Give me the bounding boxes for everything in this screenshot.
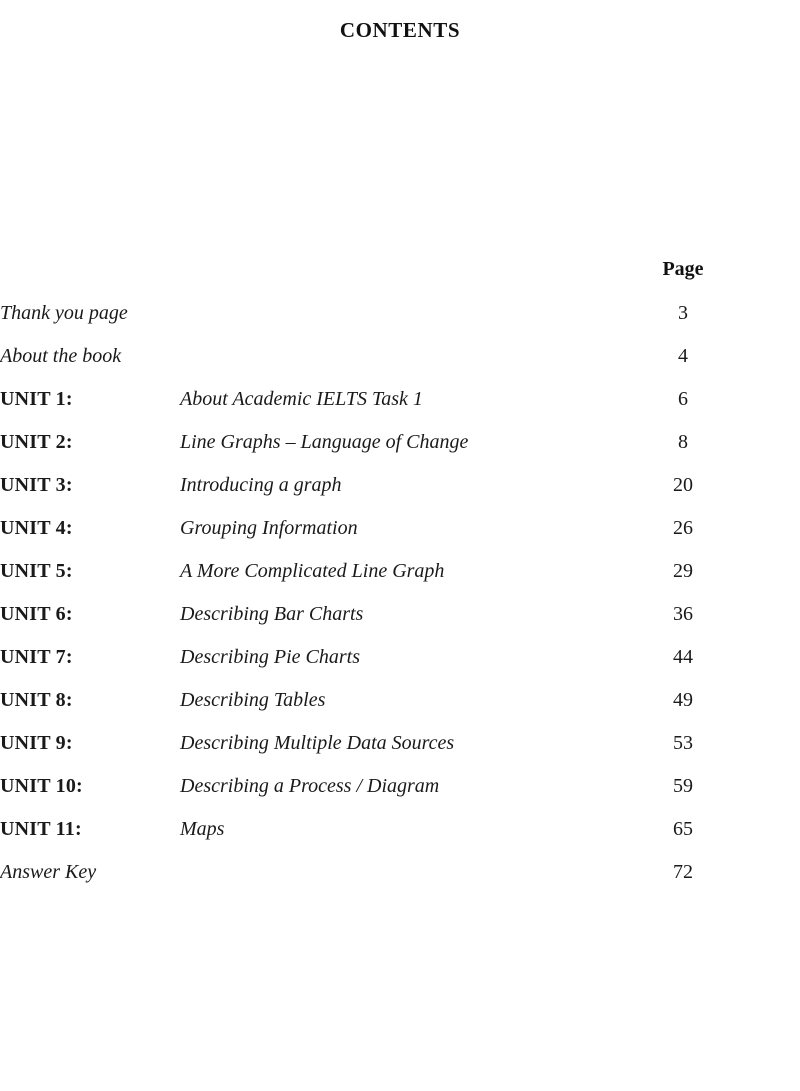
page-column-header: Page xyxy=(662,258,704,280)
row-right-spacer xyxy=(734,603,800,646)
entry-title: Describing Multiple Data Sources xyxy=(180,732,455,754)
header-title-spacer xyxy=(180,258,632,302)
entry-page-number: 6 xyxy=(678,388,688,410)
row-right-spacer xyxy=(734,646,800,689)
table-of-contents xyxy=(0,258,800,904)
header-right-spacer xyxy=(734,258,800,302)
entry-page-number: 29 xyxy=(673,560,693,582)
table-row[interactable] xyxy=(0,474,800,517)
row-right-spacer xyxy=(734,345,800,388)
entry-label: UNIT 10: xyxy=(0,775,83,797)
entry-label: UNIT 4: xyxy=(0,517,73,539)
entry-title: Describing Tables xyxy=(180,689,326,711)
entry-title: About Academic IELTS Task 1 xyxy=(180,388,423,410)
table-row[interactable] xyxy=(0,388,800,431)
table-row[interactable] xyxy=(0,345,800,388)
header-label-spacer xyxy=(0,258,180,302)
entry-label: Answer Key xyxy=(0,861,97,883)
row-right-spacer xyxy=(734,388,800,431)
entry-page-number: 4 xyxy=(678,345,688,367)
entry-label: UNIT 11: xyxy=(0,818,82,840)
table-row[interactable] xyxy=(0,689,800,732)
entry-page-number: 3 xyxy=(678,302,688,324)
table-row[interactable] xyxy=(0,861,800,904)
table-row[interactable] xyxy=(0,603,800,646)
entry-page-number: 65 xyxy=(673,818,693,840)
contents-table xyxy=(0,258,800,904)
row-right-spacer xyxy=(734,818,800,861)
entry-title xyxy=(180,302,632,345)
contents-body xyxy=(0,302,800,904)
table-row[interactable] xyxy=(0,431,800,474)
entry-title xyxy=(180,345,632,388)
entry-page-number: 26 xyxy=(673,517,693,539)
entry-page-number: 20 xyxy=(673,474,693,496)
table-row[interactable] xyxy=(0,560,800,603)
entry-label: UNIT 3: xyxy=(0,474,73,496)
entry-label: Thank you page xyxy=(0,302,128,324)
entry-title: Describing Bar Charts xyxy=(180,603,364,625)
entry-page-number: 59 xyxy=(673,775,693,797)
contents-header-row xyxy=(0,258,800,302)
row-right-spacer xyxy=(734,775,800,818)
entry-label: UNIT 6: xyxy=(0,603,73,625)
row-right-spacer xyxy=(734,560,800,603)
entry-page-number: 36 xyxy=(673,603,693,625)
entry-label: UNIT 1: xyxy=(0,388,73,410)
entry-label: About the book xyxy=(0,345,122,367)
entry-title: Describing Pie Charts xyxy=(180,646,360,668)
entry-title: Line Graphs – Language of Change xyxy=(180,431,469,453)
entry-title: Introducing a graph xyxy=(180,474,342,496)
row-right-spacer xyxy=(734,302,800,345)
table-row[interactable] xyxy=(0,775,800,818)
entry-title: Grouping Information xyxy=(180,517,358,539)
entry-title: Maps xyxy=(180,818,225,840)
entry-page-number: 44 xyxy=(673,646,693,668)
table-row[interactable] xyxy=(0,732,800,775)
entry-label: UNIT 7: xyxy=(0,646,73,668)
table-row[interactable] xyxy=(0,646,800,689)
entry-title xyxy=(180,861,632,904)
entry-label: UNIT 9: xyxy=(0,732,73,754)
table-row[interactable] xyxy=(0,517,800,560)
row-right-spacer xyxy=(734,861,800,904)
entry-page-number: 49 xyxy=(673,689,693,711)
row-right-spacer xyxy=(734,689,800,732)
table-row[interactable] xyxy=(0,818,800,861)
row-right-spacer xyxy=(734,431,800,474)
row-right-spacer xyxy=(734,732,800,775)
entry-page-number: 53 xyxy=(673,732,693,754)
entry-title: A More Complicated Line Graph xyxy=(180,560,445,582)
row-right-spacer xyxy=(734,474,800,517)
entry-label: UNIT 5: xyxy=(0,560,73,582)
entry-label: UNIT 2: xyxy=(0,431,73,453)
entry-title: Describing a Process / Diagram xyxy=(180,775,440,797)
entry-label: UNIT 8: xyxy=(0,689,73,711)
page-title: CONTENTS xyxy=(339,18,461,42)
row-right-spacer xyxy=(734,517,800,560)
entry-page-number: 72 xyxy=(673,861,693,883)
entry-page-number: 8 xyxy=(678,431,688,453)
table-row[interactable] xyxy=(0,302,800,345)
